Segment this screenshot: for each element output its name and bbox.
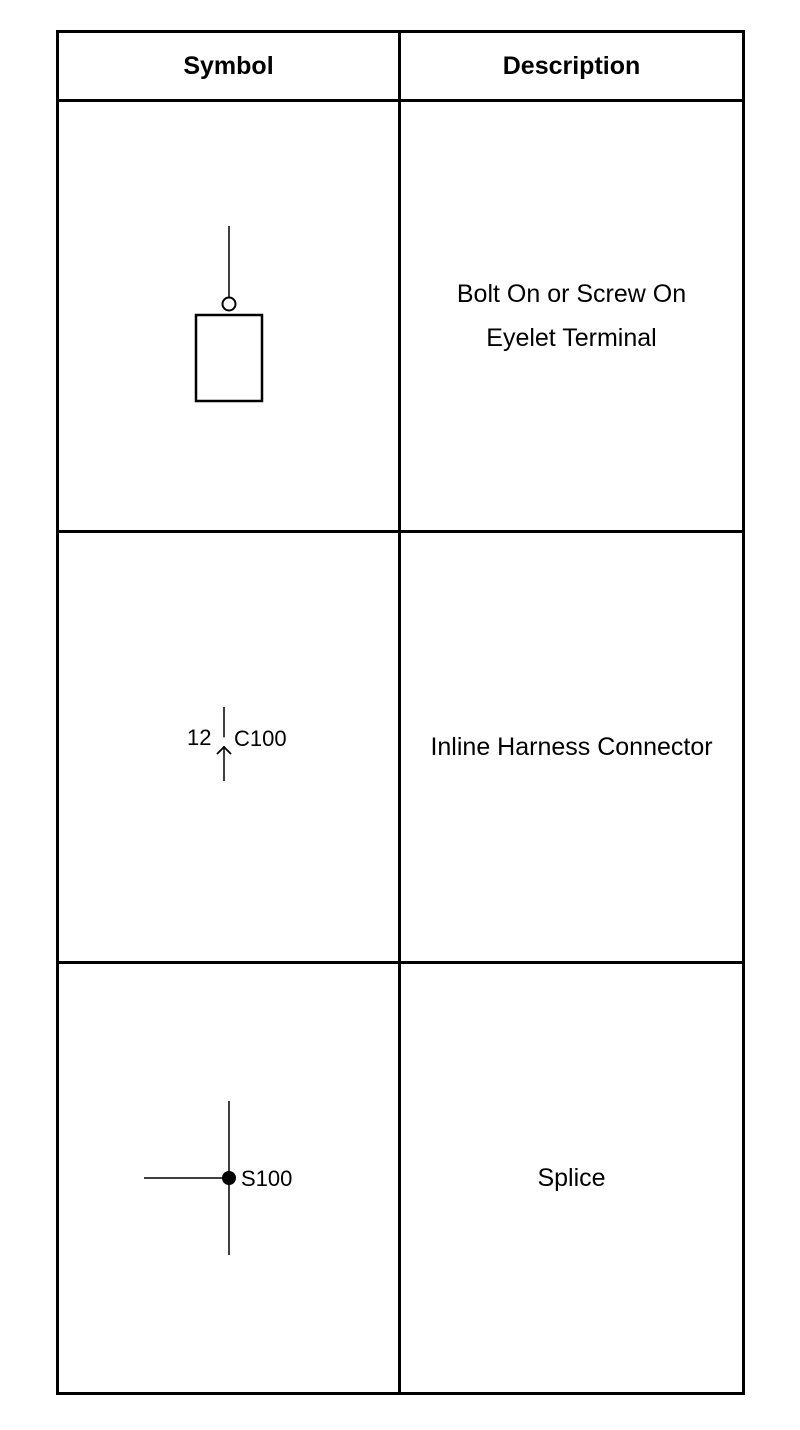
description-cell (400, 963, 744, 1394)
description-text: Inline Harness Connector (430, 733, 713, 761)
table-row (58, 532, 744, 963)
splice-icon (129, 1093, 329, 1263)
inline-connector-icon (149, 697, 309, 797)
description-cell (400, 532, 744, 963)
symbol-cell (58, 963, 400, 1394)
description-cell (400, 101, 744, 532)
splice-id-label: S100 (240, 1166, 292, 1191)
description-text: Bolt On or Screw On Eyelet Terminal (456, 280, 687, 352)
description-text: Splice (537, 1164, 606, 1192)
symbol-legend-table (56, 30, 745, 1395)
symbol-cell (58, 101, 400, 532)
table-row (58, 963, 744, 1394)
eyelet-terminal-icon (169, 216, 289, 416)
header-row (58, 32, 744, 101)
description-column-header: Description (400, 32, 744, 101)
connector-id-label: C100 (233, 726, 287, 751)
symbol-column-header: Symbol (58, 32, 400, 101)
table-row (58, 101, 744, 532)
pin-number-label: 12 (186, 725, 211, 750)
symbol-cell (58, 532, 400, 963)
